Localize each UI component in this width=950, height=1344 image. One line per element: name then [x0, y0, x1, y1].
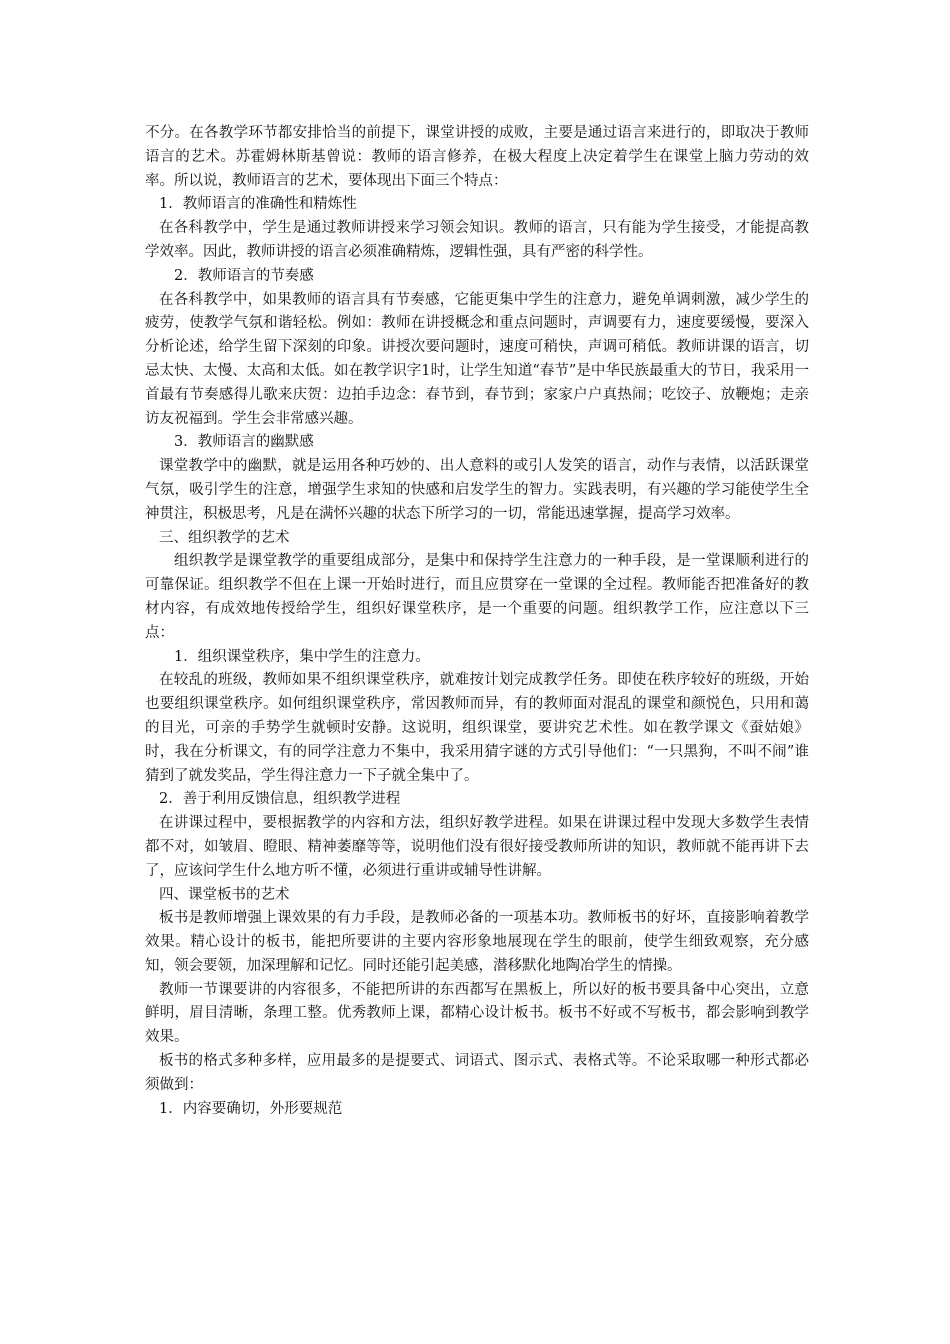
paragraph: 在各科教学中，如果教师的语言具有节奏感，它能更集中学生的注意力，避免单调刺激，减少学生的疲劳，使教学气氛和谐轻松。例如：教师在讲授概念和重点问题时，声调要有力，速度要缓慢，要深入分析论述，给学生留下深刻的印象。讲授次要问题时，速度可稍快，声调可稍低。教师讲课的语言，切忌太快、太慢、太高和太低。如在教学识字1时，让学生知道“春节”是中华民族最重大的节日，我采用一首最有节奏感得儿歌来庆贺：边拍手边念：春节到，春节到；家家户户真热闹；吃饺子、放鞭炮；走亲访友祝福到。学生会非常感兴趣。: [145, 291, 809, 427]
paragraph: 在较乱的班级，教师如果不组织课堂秩序，就难按计划完成教学任务。即使在秩序较好的班级，开始也要组织课堂秩序。如何组织课堂秩序，常因教师而异，有的教师面对混乱的课堂和颜悦色，只用和蔼的目光，可亲的手势学生就顿时安静。这说明，组织课堂，要讲究艺术性。如在教学课文《蚕姑娘》时，我在分析课文，有的同学注意力不集中，我采用猜字谜的方式引导他们：“一只黑狗，不叫不闹”谁猜到了就发奖品，学生得注意力一下子就全集中了。: [145, 672, 809, 784]
subheading: 2．善于利用反馈信息，组织教学进程: [159, 791, 401, 808]
paragraph: 不分。在各教学环节都安排恰当的前提下，课堂讲授的成败，主要是通过语言来进行的，即取决于教师语言的艺术。苏霍姆林斯基曾说：教师的语言修养，在极大程度上决定着学生在课堂上脑力劳动的效率。所以说，教师语言的艺术，要体现出下面三个特点：: [145, 125, 809, 189]
section-heading: 四、课堂板书的艺术: [159, 886, 290, 903]
subheading: 1．组织课堂秩序，集中学生的注意力。: [174, 648, 430, 665]
paragraph: 板书是教师增强上课效果的有力手段，是教师必备的一项基本功。教师板书的好坏，直接影响着教学效果。精心设计的板书，能把所要讲的主要内容形象地展现在学生的眼前，使学生细致观察，充分感知，领会要领，加深理解和记忆。同时还能引起美感，潜移默化地陶冶学生的情操。: [145, 910, 809, 974]
paragraph: 教师一节课要讲的内容很多，不能把所讲的东西都写在黑板上，所以好的板书要具备中心突出，立意鲜明，眉目清晰，条理工整。优秀教师上课，都精心设计板书。板书不好或不写板书，都会影响到教学效果。: [145, 981, 809, 1046]
paragraph: 在讲课过程中，要根据教学的内容和方法，组织好教学进程。如果在讲课过程中发现大多数学生表情都不对，如皱眉、瞪眼、精神萎靡等等，说明他们没有很好接受教师所讲的知识，教师就不能再讲下去了，应该问学生什么地方听不懂，必须进行重讲或辅导性讲解。: [145, 815, 809, 879]
section-heading: 三、组织教学的艺术: [159, 529, 290, 546]
subheading: 1．教师语言的准确性和精炼性: [159, 196, 357, 213]
paragraph: 板书的格式多种多样，应用最多的是提要式、词语式、图示式、表格式等。不论采取哪一种形式都必须做到：: [145, 1053, 809, 1093]
paragraph: 在各科教学中，学生是通过教师讲授来学习领会知识。教师的语言，只有能为学生接受，才能提高教学效率。因此，教师讲授的语言必须准确精炼，逻辑性强，具有严密的科学性。: [145, 220, 809, 260]
subheading: 3．教师语言的幽默感: [174, 434, 314, 451]
document-body: [145, 122, 809, 1121]
paragraph: 组织教学是课堂教学的重要组成部分，是集中和保持学生注意力的一种手段，是一堂课顺利进行的可靠保证。组织教学不但在上课一开始时进行，而且应贯穿在一堂课的全过程。教师能否把准备好的教材内容，有成效地传授给学生，组织好课堂秩序，是一个重要的问题。组织教学工作，应注意以下三点：: [145, 553, 809, 641]
paragraph: 课堂教学中的幽默，就是运用各种巧妙的、出人意料的或引人发笑的语言，动作与表情，以活跃课堂气氛，吸引学生的注意，增强学生求知的快感和启发学生的智力。实践表明，有兴趣的学习能使学生全神贯注，积极思考，凡是在满怀兴趣的状态下所学习的一切，常能迅速掌握，提高学习效率。: [145, 458, 809, 522]
subheading: 1．内容要确切，外形要规范: [159, 1100, 343, 1117]
subheading: 2．教师语言的节奏感: [174, 267, 314, 284]
